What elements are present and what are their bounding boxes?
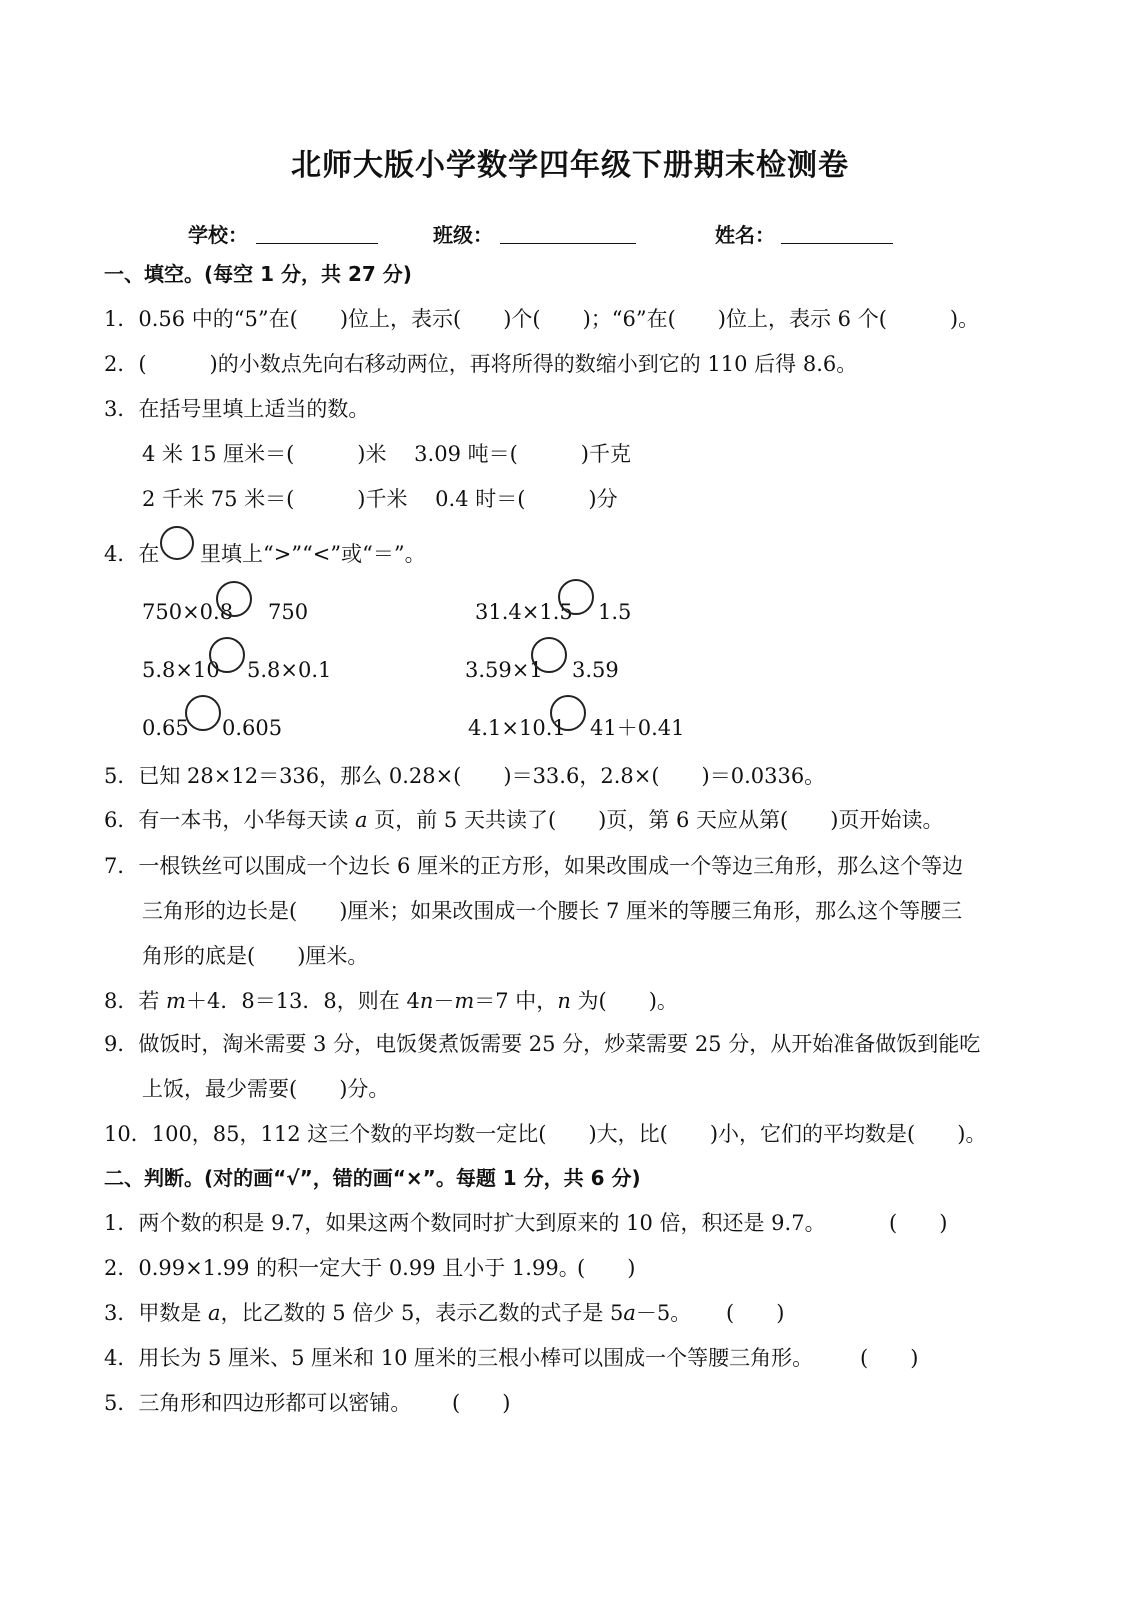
- compare-blank-circle[interactable]: [531, 637, 567, 673]
- school-blank[interactable]: [256, 243, 378, 244]
- compare-circle-icon: [160, 526, 194, 560]
- variable-a: a: [355, 808, 368, 832]
- compare-item-right: 5.8×0.1: [247, 658, 332, 682]
- compare-item-right: 750: [268, 600, 309, 624]
- question-8-text-b: ＋4．8＝13．8，则在 4: [185, 989, 420, 1013]
- question-3: 3．在括号里填上适当的数。: [104, 397, 370, 421]
- question-4-suffix: 里填上“>”“<”或“＝”。: [200, 542, 426, 566]
- judge-5: 5．三角形和四边形都可以密铺。: [104, 1391, 412, 1415]
- variable-n: n: [557, 989, 571, 1013]
- judge-1-answer-parens[interactable]: ( ): [889, 1211, 948, 1235]
- judge-3-answer-parens[interactable]: ( ): [726, 1301, 785, 1325]
- judge-4: 4．用长为 5 厘米、5 厘米和 10 厘米的三根小棒可以围成一个等腰三角形。: [104, 1346, 814, 1370]
- compare-blank-circle[interactable]: [209, 637, 245, 673]
- question-6: [104, 806, 943, 834]
- question-8-text-e: 为( )。: [570, 989, 678, 1013]
- question-9-line-2: 上饭，最少需要( )分。: [142, 1077, 390, 1101]
- compare-item-left: 4.1×10.1: [468, 716, 566, 740]
- variable-m: m: [166, 989, 186, 1013]
- question-5: 5．已知 28×12＝336，那么 0.28×( )＝33.6，2.8×( )＝0.0336。: [104, 764, 826, 788]
- name-label: 姓名：: [715, 223, 775, 247]
- compare-item-right: 1.5: [598, 600, 632, 624]
- compare-blank-circle[interactable]: [550, 695, 586, 731]
- section-1-heading: 一、填空。(每空 1 分，共 27 分): [104, 262, 412, 286]
- question-7-line-3: 角形的底是( )厘米。: [142, 944, 369, 968]
- judge-1: 1．两个数的积是 9.7，如果这两个数同时扩大到原来的 10 倍，积还是 9.7。: [104, 1211, 826, 1235]
- section-2-heading: 二、判断。(对的画“√”，错的画“×”。每题 1 分，共 6 分): [104, 1166, 641, 1190]
- compare-item-left: 0.65: [142, 716, 189, 740]
- variable-n: n: [419, 989, 434, 1013]
- question-4-prefix: 4．在: [104, 542, 160, 566]
- compare-blank-circle[interactable]: [185, 695, 221, 731]
- judge-2-answer-parens[interactable]: ( ): [577, 1256, 636, 1280]
- question-10: 10．100，85，112 这三个数的平均数一定比( )大，比( )小，它们的平均数是( )。: [104, 1122, 987, 1146]
- judge-2: 2．0.99×1.99 的积一定大于 0.99 且小于 1.99。: [104, 1256, 580, 1280]
- compare-item-right: 0.605: [222, 716, 283, 740]
- compare-item-right: 41＋0.41: [590, 716, 685, 740]
- compare-blank-circle[interactable]: [558, 579, 594, 615]
- judge-4-answer-parens[interactable]: ( ): [860, 1346, 919, 1370]
- judge-3-text-c: －5。: [635, 1301, 692, 1325]
- question-3-row-1: 4 米 15 厘米＝( )米 3.09 吨＝( )千克: [142, 442, 631, 466]
- question-8-text-c: －: [433, 989, 455, 1013]
- variable-a: a: [208, 1301, 221, 1325]
- name-blank[interactable]: [781, 243, 893, 244]
- question-1: 1．0.56 中的“5”在( )位上，表示( )个( )；“6”在( )位上，表示 6 个( )。: [104, 307, 980, 331]
- question-6-text-a: 6．有一本书，小华每天读: [104, 808, 356, 832]
- question-6-text-b: 页，前 5 天共读了( )页，第 6 天应从第( )页开始读。: [367, 808, 944, 832]
- question-7-line-1: 7．一根铁丝可以围成一个边长 6 厘米的正方形，如果改围成一个等边三角形，那么这个等边: [104, 854, 964, 878]
- judge-3: [104, 1299, 691, 1327]
- judge-3-text-a: 3．甲数是: [104, 1301, 209, 1325]
- compare-item-left: 3.59×1: [465, 658, 543, 682]
- compare-item-left: 31.4×1.5: [475, 600, 573, 624]
- school-label: 学校：: [188, 223, 248, 247]
- question-8-text-a: 8．若: [104, 989, 167, 1013]
- judge-3-text-b: ，比乙数的 5 倍少 5，表示乙数的式子是 5: [220, 1301, 624, 1325]
- variable-m: m: [454, 989, 475, 1013]
- compare-blank-circle[interactable]: [216, 581, 252, 617]
- question-8-text-d: ＝7 中，: [474, 989, 558, 1013]
- page-title: 北师大版小学数学四年级下册期末检测卷: [291, 148, 849, 183]
- question-9-line-1: 9．做饭时，淘米需要 3 分，电饭煲煮饭需要 25 分，炒菜需要 25 分，从开始准备做饭到能吃: [104, 1032, 981, 1056]
- question-3-row-2: 2 千米 75 米＝( )千米 0.4 时＝( )分: [142, 487, 618, 511]
- class-blank[interactable]: [500, 243, 636, 244]
- question-8: [104, 987, 678, 1015]
- question-7-line-2: 三角形的边长是( )厘米；如果改围成一个腰长 7 厘米的等腰三角形，那么这个等腰三: [142, 899, 963, 923]
- judge-5-answer-parens[interactable]: ( ): [452, 1391, 511, 1415]
- compare-item-left: 5.8×10: [142, 658, 220, 682]
- variable-a: a: [623, 1301, 636, 1325]
- class-label: 班级：: [433, 223, 493, 247]
- compare-item-left: 750×0.8: [142, 600, 234, 624]
- question-2: 2．( )的小数点先向右移动两位，再将所得的数缩小到它的 110 后得 8.6。: [104, 352, 858, 376]
- compare-item-right: 3.59: [572, 658, 619, 682]
